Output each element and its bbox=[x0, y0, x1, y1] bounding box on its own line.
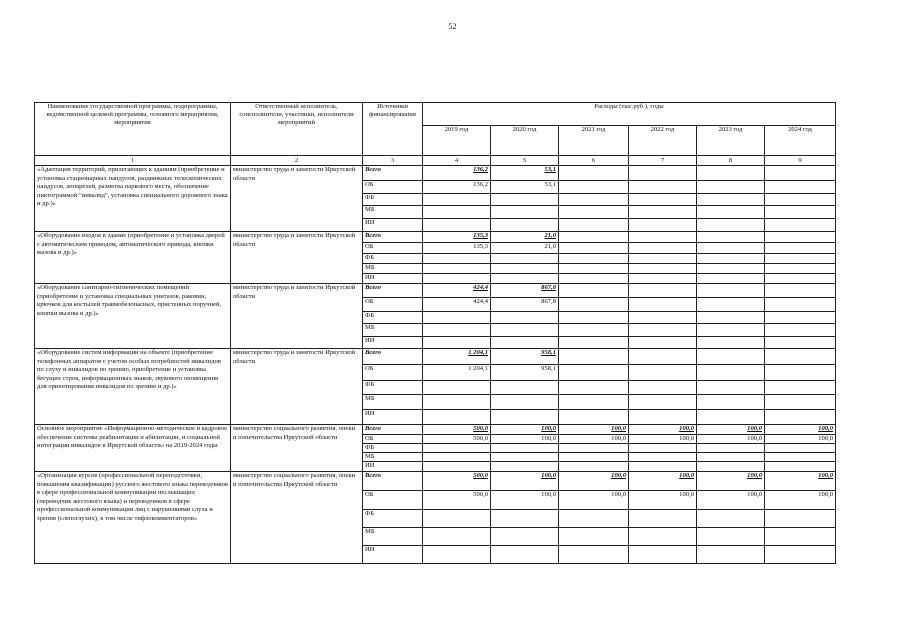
expense-value bbox=[423, 546, 491, 564]
expense-value bbox=[697, 365, 765, 381]
expense-value bbox=[629, 181, 697, 194]
expense-value bbox=[491, 264, 559, 274]
expense-value bbox=[423, 444, 491, 453]
expense-value: 1 204,1 bbox=[423, 365, 491, 381]
expense-value bbox=[765, 264, 836, 274]
column-number: 3 bbox=[363, 156, 423, 166]
expense-value bbox=[765, 410, 836, 425]
expense-value bbox=[697, 381, 765, 395]
expense-value bbox=[629, 166, 697, 181]
expense-value bbox=[491, 324, 559, 337]
expense-value bbox=[765, 219, 836, 232]
expense-value bbox=[491, 206, 559, 219]
measure-executor: министерство труда и занятости Иркутской области bbox=[231, 349, 363, 425]
expense-value bbox=[697, 410, 765, 425]
expense-value: 1 204,1 bbox=[423, 349, 491, 365]
funding-source: ФБ bbox=[363, 254, 423, 264]
expense-value bbox=[559, 510, 629, 528]
expense-value: 958,1 bbox=[491, 365, 559, 381]
expense-value: 136,2 bbox=[423, 166, 491, 181]
expense-value bbox=[697, 181, 765, 194]
expense-value bbox=[491, 219, 559, 232]
expense-value: 53,1 bbox=[491, 181, 559, 194]
expense-value: 53,1 bbox=[491, 166, 559, 181]
expense-value bbox=[559, 166, 629, 181]
header-expenses: Расходы (тыс.руб.), годы bbox=[423, 103, 836, 126]
expense-value bbox=[629, 254, 697, 264]
column-number: 9 bbox=[765, 156, 836, 166]
funding-source: ФБ bbox=[363, 381, 423, 395]
expense-value bbox=[697, 510, 765, 528]
expense-value bbox=[765, 444, 836, 453]
column-numbers-row bbox=[35, 156, 836, 166]
expense-value bbox=[697, 264, 765, 274]
expense-value bbox=[697, 349, 765, 365]
expense-value bbox=[491, 254, 559, 264]
expense-value bbox=[559, 219, 629, 232]
expense-value bbox=[423, 337, 491, 349]
expense-value bbox=[629, 453, 697, 462]
table-row bbox=[35, 472, 836, 491]
expense-value bbox=[629, 462, 697, 472]
measure-executor: министерство труда и занятости Иркутской области bbox=[231, 232, 363, 284]
expense-value bbox=[629, 284, 697, 298]
expense-value: 135,3 bbox=[423, 243, 491, 254]
measure-name: «Организация курсов (профессиональной переподготовки, повышения квалификации) русского жестового языка переводчиков в сфере профессиональной коммуникации неслышащих (переводчик жестового языка) и переводчиков в сфере профессиональной коммуникации лиц с нарушениями слуха и зрения (слепоглухих), в том числе тифлокомментаторов» bbox=[35, 472, 231, 564]
expense-value: 100,0 bbox=[559, 491, 629, 510]
header-source: Источники финансирования bbox=[363, 103, 423, 156]
funding-source: МБ bbox=[363, 324, 423, 337]
expense-value bbox=[765, 206, 836, 219]
measure-executor: министерство труда и занятости Иркутской области bbox=[231, 284, 363, 349]
expense-value bbox=[629, 324, 697, 337]
expense-value bbox=[697, 274, 765, 284]
measure-name: «Оборудование входов в здание (приобретение и установка дверей с автоматическим приводом, автоматического привода, кнопки вызова и др.)» bbox=[35, 232, 231, 284]
measure-executor: министерство труда и занятости Иркутской области bbox=[231, 166, 363, 232]
expense-value bbox=[765, 510, 836, 528]
expense-value bbox=[697, 206, 765, 219]
expense-value bbox=[559, 181, 629, 194]
expense-value bbox=[629, 274, 697, 284]
expense-value bbox=[697, 528, 765, 546]
column-number: 4 bbox=[423, 156, 491, 166]
funding-source: Всего bbox=[363, 284, 423, 298]
expense-value bbox=[765, 395, 836, 410]
expense-value bbox=[629, 528, 697, 546]
expense-value bbox=[423, 264, 491, 274]
expense-value bbox=[559, 453, 629, 462]
expense-value: 500,0 bbox=[423, 491, 491, 510]
expense-value bbox=[697, 444, 765, 453]
header-year: 2022 год bbox=[629, 126, 697, 156]
header-name: Наименование государственной программы, подпрограммы, ведомственной целевой программы, основного мероприятия, мероприятия bbox=[35, 103, 231, 156]
funding-source: ФБ bbox=[363, 510, 423, 528]
funding-source: ИИ bbox=[363, 546, 423, 564]
expense-value bbox=[697, 546, 765, 564]
expense-value: 424,4 bbox=[423, 298, 491, 312]
column-number: 5 bbox=[491, 156, 559, 166]
expense-value bbox=[559, 410, 629, 425]
page-number: 52 bbox=[448, 22, 457, 31]
expense-value bbox=[423, 453, 491, 462]
expense-value bbox=[559, 206, 629, 219]
expense-value: 100,0 bbox=[559, 425, 629, 435]
expense-value: 100,0 bbox=[491, 491, 559, 510]
expense-value: 100,0 bbox=[697, 435, 765, 444]
column-number: 7 bbox=[629, 156, 697, 166]
funding-source: ИИ bbox=[363, 219, 423, 232]
header-year: 2021 год bbox=[559, 126, 629, 156]
measure-executor: министерство социального развития, опеки и попечительства Иркутской области bbox=[231, 425, 363, 472]
expense-value: 500,0 bbox=[423, 425, 491, 435]
expense-value bbox=[765, 381, 836, 395]
expense-value bbox=[765, 254, 836, 264]
funding-source: Всего bbox=[363, 232, 423, 243]
expense-value bbox=[491, 381, 559, 395]
expense-value: 100,0 bbox=[491, 425, 559, 435]
expense-value bbox=[765, 528, 836, 546]
expense-value bbox=[559, 337, 629, 349]
expense-value bbox=[629, 444, 697, 453]
expense-value bbox=[765, 453, 836, 462]
expense-value bbox=[491, 462, 559, 472]
expense-value bbox=[559, 381, 629, 395]
funding-source: ОБ bbox=[363, 435, 423, 444]
expense-value bbox=[765, 462, 836, 472]
expense-value bbox=[559, 243, 629, 254]
funding-source: ИИ bbox=[363, 410, 423, 425]
expense-value bbox=[697, 298, 765, 312]
header-row bbox=[35, 103, 836, 126]
expense-value bbox=[697, 312, 765, 324]
funding-source: ФБ bbox=[363, 444, 423, 453]
expense-value: 136,2 bbox=[423, 181, 491, 194]
funding-source: МБ bbox=[363, 528, 423, 546]
expense-value bbox=[765, 298, 836, 312]
expense-value bbox=[423, 528, 491, 546]
expense-value: 100,0 bbox=[765, 425, 836, 435]
expense-value bbox=[697, 284, 765, 298]
funding-source: МБ bbox=[363, 395, 423, 410]
expense-value bbox=[559, 349, 629, 365]
expense-value bbox=[559, 232, 629, 243]
expense-value bbox=[697, 462, 765, 472]
expense-value: 867,8 bbox=[491, 298, 559, 312]
expense-value bbox=[491, 312, 559, 324]
expense-value bbox=[423, 254, 491, 264]
expense-value: 958,1 bbox=[491, 349, 559, 365]
expense-value: 500,0 bbox=[423, 472, 491, 491]
funding-source: ИИ bbox=[363, 462, 423, 472]
expense-value bbox=[491, 337, 559, 349]
expense-value bbox=[629, 510, 697, 528]
expense-value bbox=[765, 194, 836, 206]
funding-source: МБ bbox=[363, 206, 423, 219]
expense-value bbox=[697, 166, 765, 181]
funding-source: МБ bbox=[363, 453, 423, 462]
expense-value bbox=[491, 453, 559, 462]
expense-value bbox=[423, 274, 491, 284]
expense-value bbox=[491, 274, 559, 284]
expense-value bbox=[629, 395, 697, 410]
expense-value bbox=[559, 324, 629, 337]
funding-source: ФБ bbox=[363, 312, 423, 324]
expense-value bbox=[629, 337, 697, 349]
funding-source: Всего bbox=[363, 425, 423, 435]
expenses-table bbox=[34, 102, 836, 564]
expense-value bbox=[629, 365, 697, 381]
header-year: 2019 год bbox=[423, 126, 491, 156]
expense-value: 21,0 bbox=[491, 232, 559, 243]
header-executor: Ответственный исполнитель, соисполнители, участники, исполнители мероприятий bbox=[231, 103, 363, 156]
expense-value bbox=[629, 312, 697, 324]
expense-value bbox=[629, 206, 697, 219]
expense-value bbox=[423, 206, 491, 219]
expense-value bbox=[697, 395, 765, 410]
funding-source: ОБ bbox=[363, 365, 423, 381]
table-row bbox=[35, 166, 836, 181]
expense-value bbox=[765, 546, 836, 564]
funding-source: Всего bbox=[363, 472, 423, 491]
table-row bbox=[35, 284, 836, 298]
expense-value bbox=[697, 453, 765, 462]
expense-value bbox=[765, 337, 836, 349]
expense-value bbox=[491, 546, 559, 564]
expense-value: 100,0 bbox=[491, 472, 559, 491]
expense-value bbox=[765, 324, 836, 337]
expense-value bbox=[423, 194, 491, 206]
expense-value bbox=[491, 510, 559, 528]
expense-value bbox=[629, 546, 697, 564]
expense-value bbox=[629, 264, 697, 274]
expense-value bbox=[559, 462, 629, 472]
expense-value bbox=[697, 232, 765, 243]
expense-value bbox=[765, 349, 836, 365]
expense-value bbox=[423, 410, 491, 425]
funding-source: ОБ bbox=[363, 181, 423, 194]
expense-value: 100,0 bbox=[765, 435, 836, 444]
header-year: 2020 год bbox=[491, 126, 559, 156]
expense-value bbox=[423, 381, 491, 395]
expense-value bbox=[629, 219, 697, 232]
expense-value bbox=[765, 232, 836, 243]
table-row bbox=[35, 349, 836, 365]
funding-source: ФБ bbox=[363, 194, 423, 206]
expense-value bbox=[423, 510, 491, 528]
expense-value bbox=[629, 349, 697, 365]
funding-source: ИИ bbox=[363, 337, 423, 349]
expense-value bbox=[559, 546, 629, 564]
expense-value bbox=[423, 462, 491, 472]
funding-source: Всего bbox=[363, 349, 423, 365]
funding-source: Всего bbox=[363, 166, 423, 181]
measure-name: Основное мероприятие «Информационно-методическое и кадровое обеспечение системы реабилитации и абилитации, и социальной интеграции инвалидов в Иркутской области» на 2019-2024 годы bbox=[35, 425, 231, 472]
expense-value bbox=[697, 324, 765, 337]
expense-value bbox=[491, 410, 559, 425]
expense-value bbox=[629, 381, 697, 395]
expense-value bbox=[491, 528, 559, 546]
expense-value: 100,0 bbox=[697, 491, 765, 510]
expense-value bbox=[697, 219, 765, 232]
expense-value bbox=[629, 243, 697, 254]
measure-executor: министерство социального развития, опеки и попечительства Иркутской области bbox=[231, 472, 363, 564]
measure-name: «Адаптация территорий, прилегающих к зданиям (приобретение и установка стационарных пандусов, раздвижных телескопических пандусов, аппарелей, разметка паркового места, обозначение пиктограммой "инвалид", установка специального дорожного знака и др.)» bbox=[35, 166, 231, 232]
expense-value bbox=[559, 284, 629, 298]
measure-name: «Оборудование санитарно-гигиенических помещений (приобретение и установка специальных унитазов, раковин, крючков для костылей травмобезопасных, пристенных поручней, кнопки вызова и др.)» bbox=[35, 284, 231, 349]
expense-value: 100,0 bbox=[629, 491, 697, 510]
expense-value: 424,4 bbox=[423, 284, 491, 298]
expense-value: 100,0 bbox=[559, 435, 629, 444]
funding-source: ОБ bbox=[363, 491, 423, 510]
expense-value bbox=[559, 274, 629, 284]
expense-value bbox=[559, 312, 629, 324]
column-number: 6 bbox=[559, 156, 629, 166]
expense-value bbox=[423, 395, 491, 410]
header-year: 2023 год bbox=[697, 126, 765, 156]
expense-value bbox=[559, 365, 629, 381]
expense-value bbox=[559, 528, 629, 546]
expense-value: 100,0 bbox=[765, 491, 836, 510]
expense-value bbox=[491, 395, 559, 410]
expense-value bbox=[765, 274, 836, 284]
expense-value bbox=[423, 324, 491, 337]
expense-value bbox=[559, 194, 629, 206]
expense-value bbox=[491, 444, 559, 453]
measure-name: «Оборудование систем информации на объекте (приобретение телефонных аппаратов с учетом особых потребностей инвалидов по слуху и инвалидов по зрению, приобретение и установка бегущих строк, информационных знаков, звукового оповещения для ориентирования инвалидов по зрению и др.)» bbox=[35, 349, 231, 425]
expense-value bbox=[491, 194, 559, 206]
expense-value bbox=[765, 181, 836, 194]
column-number: 8 bbox=[697, 156, 765, 166]
column-number: 1 bbox=[35, 156, 231, 166]
expense-value bbox=[765, 312, 836, 324]
expense-value: 100,0 bbox=[765, 472, 836, 491]
table-row bbox=[35, 425, 836, 435]
column-number: 2 bbox=[231, 156, 363, 166]
expense-value bbox=[765, 243, 836, 254]
expense-value: 100,0 bbox=[559, 472, 629, 491]
expense-value bbox=[765, 284, 836, 298]
funding-source: ОБ bbox=[363, 243, 423, 254]
expense-value bbox=[697, 337, 765, 349]
funding-source: МБ bbox=[363, 264, 423, 274]
expense-value: 100,0 bbox=[629, 425, 697, 435]
expense-value: 100,0 bbox=[697, 425, 765, 435]
expense-value bbox=[629, 232, 697, 243]
expense-value: 100,0 bbox=[629, 435, 697, 444]
expense-value bbox=[559, 395, 629, 410]
expense-value: 21,0 bbox=[491, 243, 559, 254]
expense-value bbox=[559, 264, 629, 274]
expense-value bbox=[423, 312, 491, 324]
expense-value bbox=[629, 410, 697, 425]
expense-value: 100,0 bbox=[629, 472, 697, 491]
header-year: 2024 год bbox=[765, 126, 836, 156]
funding-source: ИИ bbox=[363, 274, 423, 284]
expense-value bbox=[765, 166, 836, 181]
expense-value: 135,3 bbox=[423, 232, 491, 243]
expense-value bbox=[629, 194, 697, 206]
expense-value: 500,0 bbox=[423, 435, 491, 444]
expense-value bbox=[423, 219, 491, 232]
expense-value bbox=[559, 444, 629, 453]
expense-value: 100,0 bbox=[697, 472, 765, 491]
expense-value: 867,8 bbox=[491, 284, 559, 298]
expense-value bbox=[629, 298, 697, 312]
expense-value bbox=[697, 254, 765, 264]
table-body bbox=[35, 166, 836, 564]
expense-value: 100,0 bbox=[491, 435, 559, 444]
expense-value bbox=[765, 365, 836, 381]
expense-value bbox=[559, 298, 629, 312]
funding-source: ОБ bbox=[363, 298, 423, 312]
expense-value bbox=[697, 243, 765, 254]
expense-value bbox=[559, 254, 629, 264]
expense-value bbox=[697, 194, 765, 206]
table-row bbox=[35, 232, 836, 243]
